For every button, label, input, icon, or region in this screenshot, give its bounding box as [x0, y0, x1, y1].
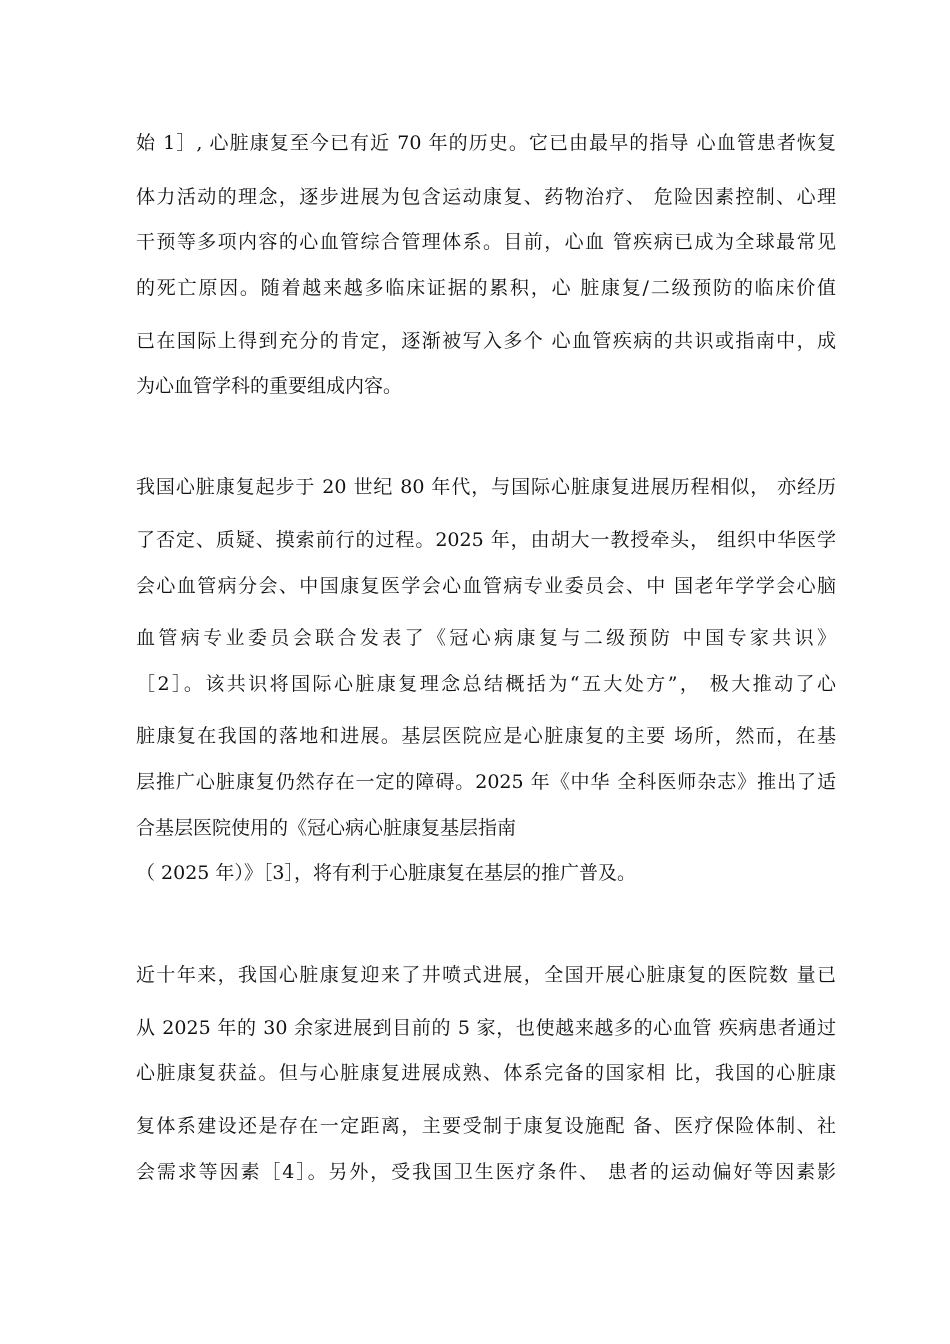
text-line: 近十年来，我国心脏康复迎来了井喷式进展，全国开展心脏康复的医院数 量已 — [136, 964, 836, 986]
text-line: 为心血管学科的重要组成内容。 — [136, 375, 403, 397]
text-line: 脏康复在我国的落地和进展。基层医院应是心脏康复的主要 场所，然而，在基 — [136, 725, 836, 747]
text-line: 心脏康复获益。但与心脏康复进展成熟、体系完备的国家相 比，我国的心脏康 — [136, 1062, 836, 1084]
text-line: 合基层医院使用的《冠心病心脏康复基层指南 — [136, 817, 517, 839]
text-line: 层推广心脏康复仍然存在一定的障碍。2025 年《中华 全科医师杂志》推出了适 — [136, 771, 836, 793]
text-line: 从 2025 年的 30 余家进展到目前的 5 家，也使越来越多的心血管 疾病患者通过 — [136, 1017, 836, 1039]
text-line: 了否定、质疑、摸索前行的过程。2025 年，由胡大一教授牵头， 组织中华医学 — [136, 529, 836, 551]
text-line: 会心血管病分会、中国康复医学会心血管病专业委员会、中 国老年学学会心脑 — [136, 575, 836, 597]
text-line: 始 1］, 心脏康复至今已有近 70 年的历史。它已由最早的指导 心血管患者恢复 — [136, 132, 836, 154]
text-line: 体力活动的理念，逐步进展为包含运动康复、药物治疗、 危险因素控制、心理 — [136, 186, 836, 208]
text-line: 血管病专业委员会联合发表了《冠心病康复与二级预防 中国专家共识》 — [136, 627, 836, 649]
text-line: 的死亡原因。随着越来越多临床证据的累积，心 脏康复/二级预防的临床价值 — [136, 277, 836, 299]
text-line: 我国心脏康复起步于 20 世纪 80 年代，与国际心脏康复进展历程相似， 亦经历 — [136, 476, 836, 498]
text-line: ［2］。该共识将国际心脏康复理念总结概括为“五大处方”， 极大推动了心 — [136, 673, 836, 695]
text-line: 已在国际上得到充分的肯定，逐渐被写入多个 心血管疾病的共识或指南中，成 — [136, 330, 836, 352]
text-line: 复体系建设还是存在一定距离，主要受制于康复设施配 备、医疗保险体制、社 — [136, 1115, 836, 1137]
text-line: 会需求等因素［4］。另外，受我国卫生医疗条件、 患者的运动偏好等因素影 — [136, 1161, 836, 1183]
text-line: 干预等多项内容的心血管综合管理体系。目前，心血 管疾病已成为全球最常见 — [136, 231, 836, 253]
text-line: （ 2025 年）》［3］，将有利于心脏康复在基层的推广普及。 — [136, 862, 637, 884]
